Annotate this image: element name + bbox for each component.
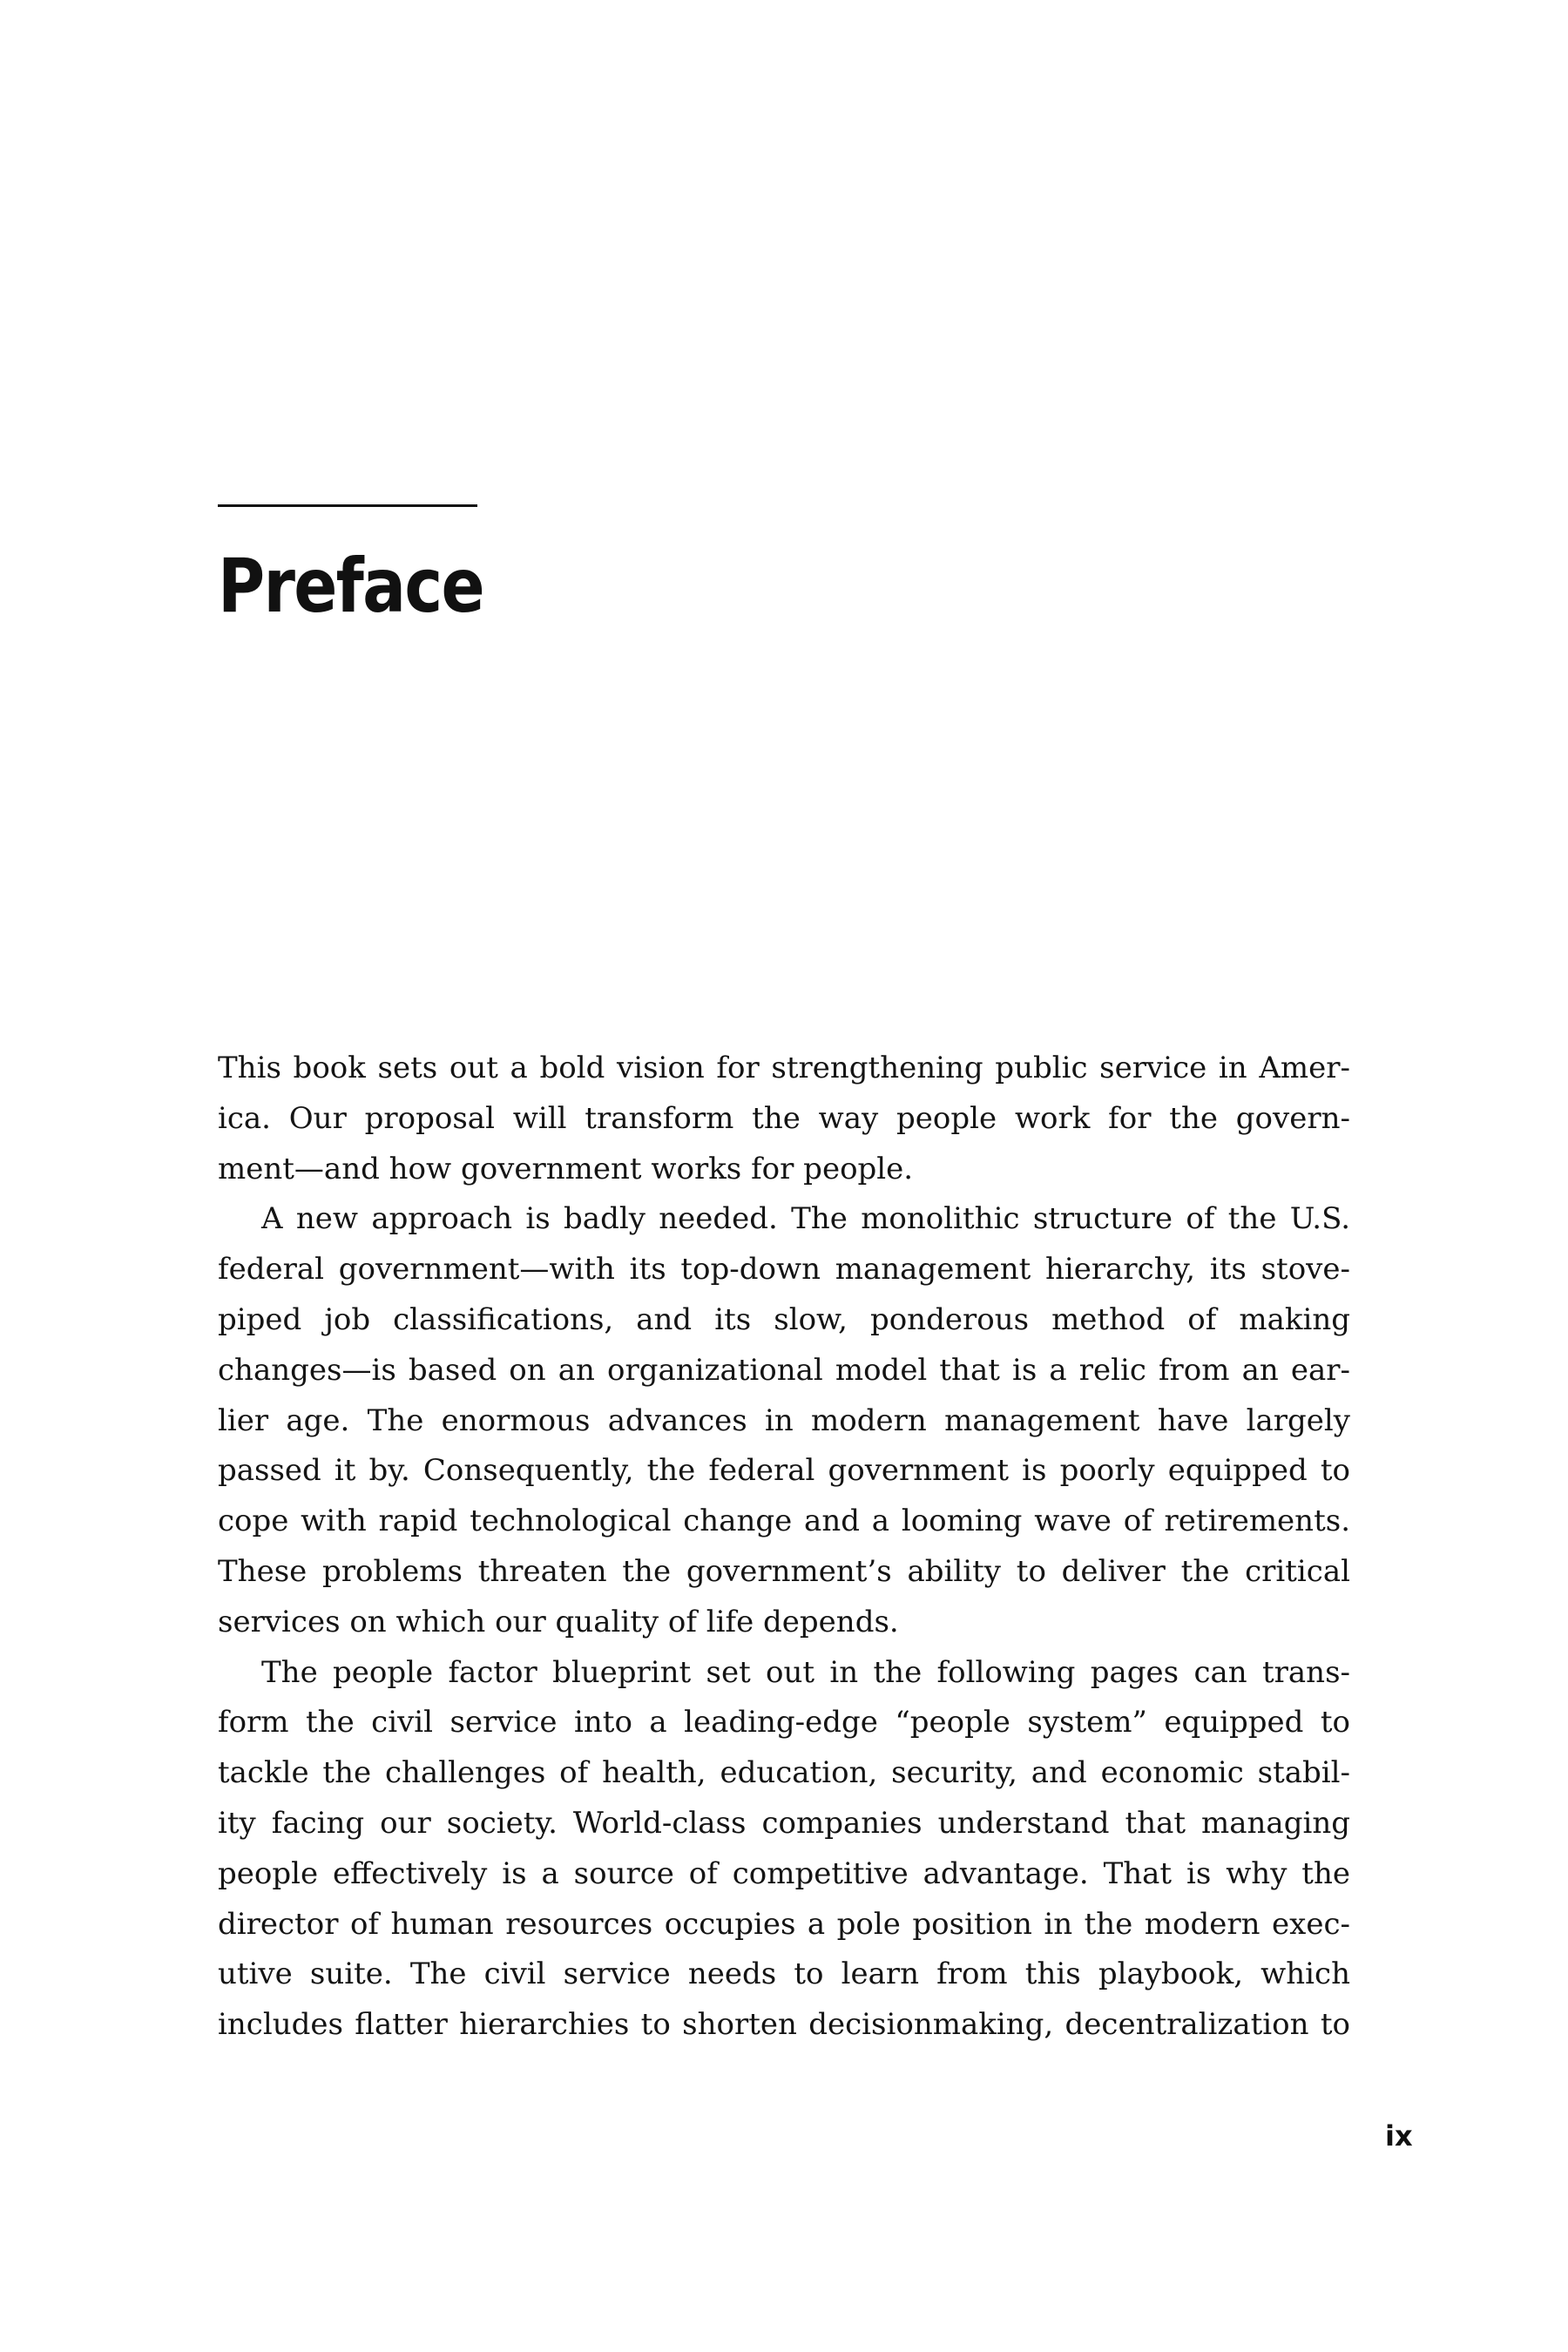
- paragraph-3: [218, 1648, 1350, 2051]
- page-number: ix: [1385, 2119, 1413, 2153]
- chapter-title: Preface: [218, 543, 483, 630]
- text-line: ment—and how government works for people.: [218, 1151, 914, 1186]
- text-line: These problems threaten the government’s ability to deliver the critical: [218, 1553, 1350, 1589]
- text-line: lier age. The enormous advances in modern management have largely: [218, 1402, 1350, 1438]
- text-line: people effectively is a source of competitive advantage. That is why the: [218, 1855, 1350, 1891]
- text-line: director of human resources occupies a pole position in the modern exec-: [218, 1906, 1350, 1942]
- text-line: form the civil service into a leading-edge “people system” equipped to: [218, 1705, 1350, 1740]
- text-line: utive suite. The civil service needs to learn from this playbook, which: [218, 1957, 1350, 1992]
- text-line: services on which our quality of life depends.: [218, 1604, 899, 1639]
- text-line: A new approach is badly needed. The monolithic structure of the U.S.: [261, 1201, 1350, 1237]
- text-line: passed it by. Consequently, the federal government is poorly equipped to: [218, 1453, 1350, 1489]
- chapter-rule: [218, 504, 477, 507]
- text-line: includes flatter hierarchies to shorten decisionmaking, decentralization to: [218, 2007, 1350, 2043]
- text-line: piped job classifications, and its slow, ponderous method of making: [218, 1301, 1350, 1337]
- text-line: federal government—with its top-down management hierarchy, its stove-: [218, 1252, 1350, 1288]
- text-line: changes—is based on an organizational model that is a relic from an ear-: [218, 1352, 1350, 1388]
- text-line: cope with rapid technological change and a looming wave of retirements.: [218, 1504, 1350, 1539]
- paragraph-2: [218, 1194, 1350, 1647]
- preface-body: [218, 1044, 1350, 2051]
- text-line: ica. Our proposal will transform the way people work for the govern-: [218, 1100, 1350, 1136]
- text-line: The people factor blueprint set out in the following pages can trans-: [261, 1654, 1350, 1690]
- text-line: tackle the challenges of health, education, security, and economic stabil-: [218, 1755, 1350, 1791]
- text-line: This book sets out a bold vision for strengthening public service in Amer-: [218, 1051, 1350, 1085]
- paragraph-1: [218, 1044, 1350, 1194]
- text-line: ity facing our society. World-class companies understand that managing: [218, 1805, 1350, 1841]
